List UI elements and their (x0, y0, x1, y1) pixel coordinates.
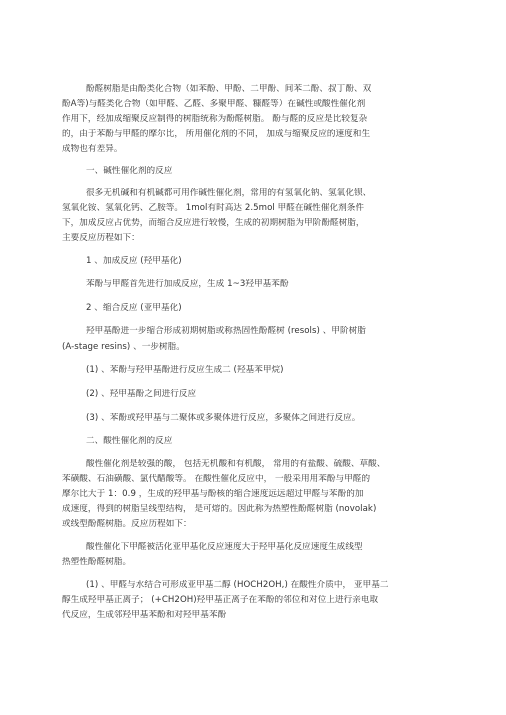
subsection-heading: 1 、加成反应 (羟甲基化) (86, 256, 182, 266)
text-line: 作用下，经加成缩聚反应制得的树脂统称为酚醛树脂。 酚与醛的反应是比较复杂 (62, 114, 368, 124)
text-line: 酚醛树脂是由酚类化合物（如苯酚、甲酚、二甲酚、间苯二酚、叔丁酚、双 (86, 84, 372, 94)
text-line: 或线型酚醛树脂。反应历程如下： (62, 519, 192, 529)
text-line: 氢氧化铵、氢氧化钙、乙胺等。 1mol有时高达 2.5mol 甲醛在碱性催化剂条件 (62, 203, 365, 213)
text-line: 下，加成反应占优势，而缩合反应进行较慢，生成的初期树脂为甲阶酚醛树脂， (62, 218, 365, 228)
text-line: 的，由于苯酚与甲醛的摩尔比， 所用催化剂的不同， 加成与缩聚反应的速度和生 (62, 129, 371, 139)
list-item: (1) 、苯酚与羟甲基酚进行反应生成二 (羟基苯甲烷) (86, 365, 284, 375)
text-line: 摩尔比大于 1：0.9 ，生成的羟甲基与酚核的缩合速度远远超过甲醛与苯酚的加 (62, 489, 364, 499)
text-line: 成速度，得到的树脂呈线型结构， 是可熔的。因此称为热塑性酚醛树脂 (novolak) (62, 504, 377, 514)
text-line: 酚A等)与醛类化合物（如甲醛、乙醛、多聚甲醛、糠醛等）在碱性或酸性催化剂 (62, 99, 366, 109)
text-line: 很多无机碱和有机碱都可用作碱性催化剂，常用的有氢氧化钠、氢氧化钡、 (86, 188, 372, 198)
subsection-heading: 2 、缩合反应 (亚甲基化) (86, 303, 182, 313)
text-line: 醇生成羟甲基正离子； (+CH2OH)羟甲基正离子在苯酚的邻位和对位上进行亲电取 (62, 595, 379, 605)
text-line: (A-stage resins) 、一步树脂。 (62, 342, 185, 352)
text-line: 代反应，生成邻羟甲基苯酚和对羟甲基苯酚 (62, 610, 227, 620)
text-line: 酸性催化下甲醛被活化亚甲基化反应速度大于羟甲基化反应速度生成线型 (86, 542, 363, 552)
list-item: (2) 、羟甲基酚之间进行反应 (86, 389, 197, 399)
text-line: 苯酚与甲醛首先进行加成反应，生成 1~3羟甲基苯酚 (86, 279, 289, 289)
section-heading: 二、酸性催化剂的反应 (86, 436, 173, 446)
text-line: 热塑性酚醛树脂。 (62, 557, 132, 567)
section-heading: 一、碱性催化剂的反应 (86, 166, 173, 176)
list-item: (3) 、苯酚或羟甲基与二聚体或多聚体进行反应，多聚体之间进行反应。 (86, 413, 361, 423)
text-line: 酸性催化剂是较强的酸， 包括无机酸和有机酸， 常用的有盐酸、硫酸、草酸、 (86, 459, 386, 469)
list-item: (1) 、甲醛与水结合可形成亚甲基二醇 (HOCH2OH,) 在酸性介质中， 亚甲基二 (86, 580, 389, 590)
text-line: 羟甲基酚进一步缩合形成初期树脂或称热固性酚醛树 (resols) 、甲阶树脂 (86, 326, 366, 336)
text-line: 主要反应历程如下： (62, 233, 140, 243)
text-line: 成物也有差异。 (62, 144, 123, 154)
text-line: 苯磺酸、石油磺酸、氯代醋酸等。 在酸性催化反应中， 一般采用用苯酚与甲醛的 (62, 474, 371, 484)
